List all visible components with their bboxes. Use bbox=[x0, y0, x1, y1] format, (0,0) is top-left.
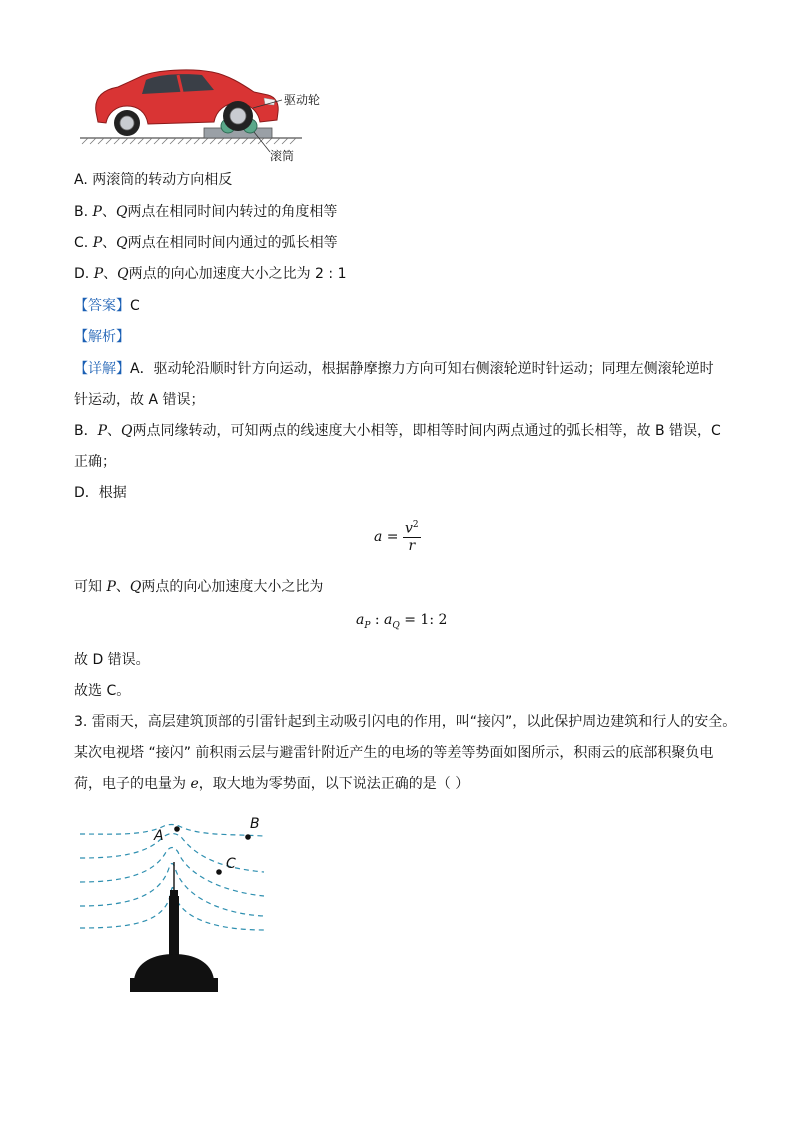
rod-cap bbox=[170, 890, 178, 896]
option-c: C. P、Q两点在相同时间内通过的弧长相等 bbox=[74, 235, 338, 251]
detail-line-1: 【详解】A．驱动轮沿顺时针方向运动，根据静摩擦力方向可知右侧滚轮逆时针运动；同理左侧滚轮逆时 bbox=[74, 361, 714, 377]
detail-line-2: 针运动，故 A 错误； bbox=[74, 392, 205, 408]
detail-line-3: B．P、Q两点同缘转动，可知两点的线速度大小相等，即相等时间内两点通过的弧长相等，故 B 错误，C bbox=[74, 423, 721, 439]
analysis-heading: 【解析】 bbox=[74, 329, 130, 345]
rod-shaft bbox=[169, 896, 179, 956]
point-b bbox=[245, 834, 251, 840]
label-a: A bbox=[154, 828, 164, 844]
detail-line-5: D．根据 bbox=[74, 485, 127, 501]
option-a: A. 两滚筒的转动方向相反 bbox=[74, 172, 233, 188]
equipotential-line-2 bbox=[80, 834, 264, 873]
detail-line-8: 故选 C。 bbox=[74, 683, 131, 699]
question3-line-1: 3. 雷雨天，高层建筑顶部的引雷针起到主动吸引闪电的作用，叫“接闪”，以此保护周边建筑和行人的安全。 bbox=[74, 714, 737, 730]
formula-ratio: $a_P$ : $a_Q = 1$: 2 bbox=[356, 612, 448, 631]
option-d: D. P、Q两点的向心加速度大小之比为 2 : 1 bbox=[74, 266, 347, 282]
ground-hatching bbox=[82, 138, 296, 144]
detail-line-6: 可知 P、Q两点的向心加速度大小之比为 bbox=[74, 579, 324, 595]
question3-line-2: 某次电视塔 “接闪” 前积雨云层与避雷针附近产生的电场的等差等势面如图所示，积雨云的底部积聚负电 bbox=[74, 745, 714, 761]
formula-centripetal: a = $\frac{v^2}{r}$ bbox=[374, 520, 419, 554]
option-b: B. P、Q两点在相同时间内转过的角度相等 bbox=[74, 204, 338, 220]
equipotential-figure bbox=[74, 812, 274, 1002]
equipotential-line-1 bbox=[80, 825, 264, 837]
ground-plate bbox=[130, 978, 218, 992]
roller-label: 滚筒 bbox=[270, 149, 295, 163]
car-roller-figure bbox=[72, 60, 342, 165]
rod-base bbox=[134, 954, 214, 980]
answer-line: 【答案】C bbox=[74, 298, 140, 314]
detail-line-4: 正确； bbox=[74, 454, 116, 470]
drive-wheel-label: 驱动轮 bbox=[284, 93, 321, 107]
question3-line-3: 荷，电子的电量为 e，取大地为零势面，以下说法正确的是（ ） bbox=[74, 776, 470, 792]
label-c: C bbox=[226, 856, 236, 872]
detail-line-7: 故 D 错误。 bbox=[74, 652, 150, 668]
label-b: B bbox=[250, 816, 260, 832]
point-c bbox=[216, 869, 222, 875]
point-a bbox=[174, 826, 180, 832]
